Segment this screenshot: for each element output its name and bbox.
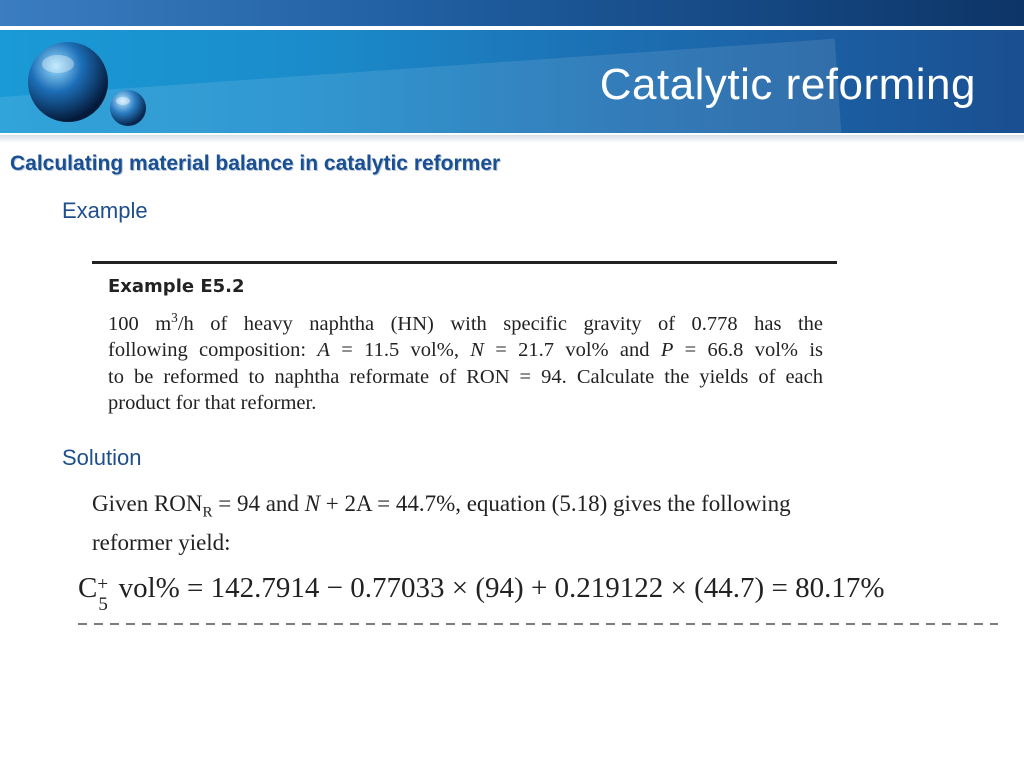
solution-line: Given $RON_R = 94$ and N + 2A = 44.7%, equation (5.18) gives the following — [92, 491, 791, 521]
solution-label: Solution — [62, 445, 142, 470]
header-divider — [0, 135, 1024, 143]
solution-line: reformer yield: — [92, 529, 231, 555]
example-text — [108, 305, 823, 417]
cropped-text-edge — [78, 620, 998, 626]
example-box — [92, 261, 837, 417]
example-line: 100 $m^3/h$ of heavy naphtha (HN) with specific gravity of 0.778 has the — [108, 310, 823, 335]
example-line: to be reformed to naphtha reformate of RON = 94. Calculate the yields of each — [108, 365, 823, 388]
page-title: Catalytic reforming — [599, 60, 976, 109]
globe-logo-icon — [24, 38, 154, 130]
yield-equation: C + 5 vol% = 142.7914 − 0.77033 × (94) + 0.219122 × (44.7) = 80.17% — [78, 572, 885, 615]
example-line: product for that reformer. — [108, 392, 317, 415]
example-heading: Example E5.2 — [108, 276, 245, 297]
solution-text — [92, 489, 902, 558]
top-strip — [0, 0, 1024, 26]
section-subtitle: Calculating material balance in catalytic reformer — [10, 152, 501, 175]
example-line: following composition: A = 11.5 vol%, N = 21.7 vol% and P = 66.8 vol% is — [108, 339, 823, 362]
example-label: Example — [62, 198, 148, 223]
